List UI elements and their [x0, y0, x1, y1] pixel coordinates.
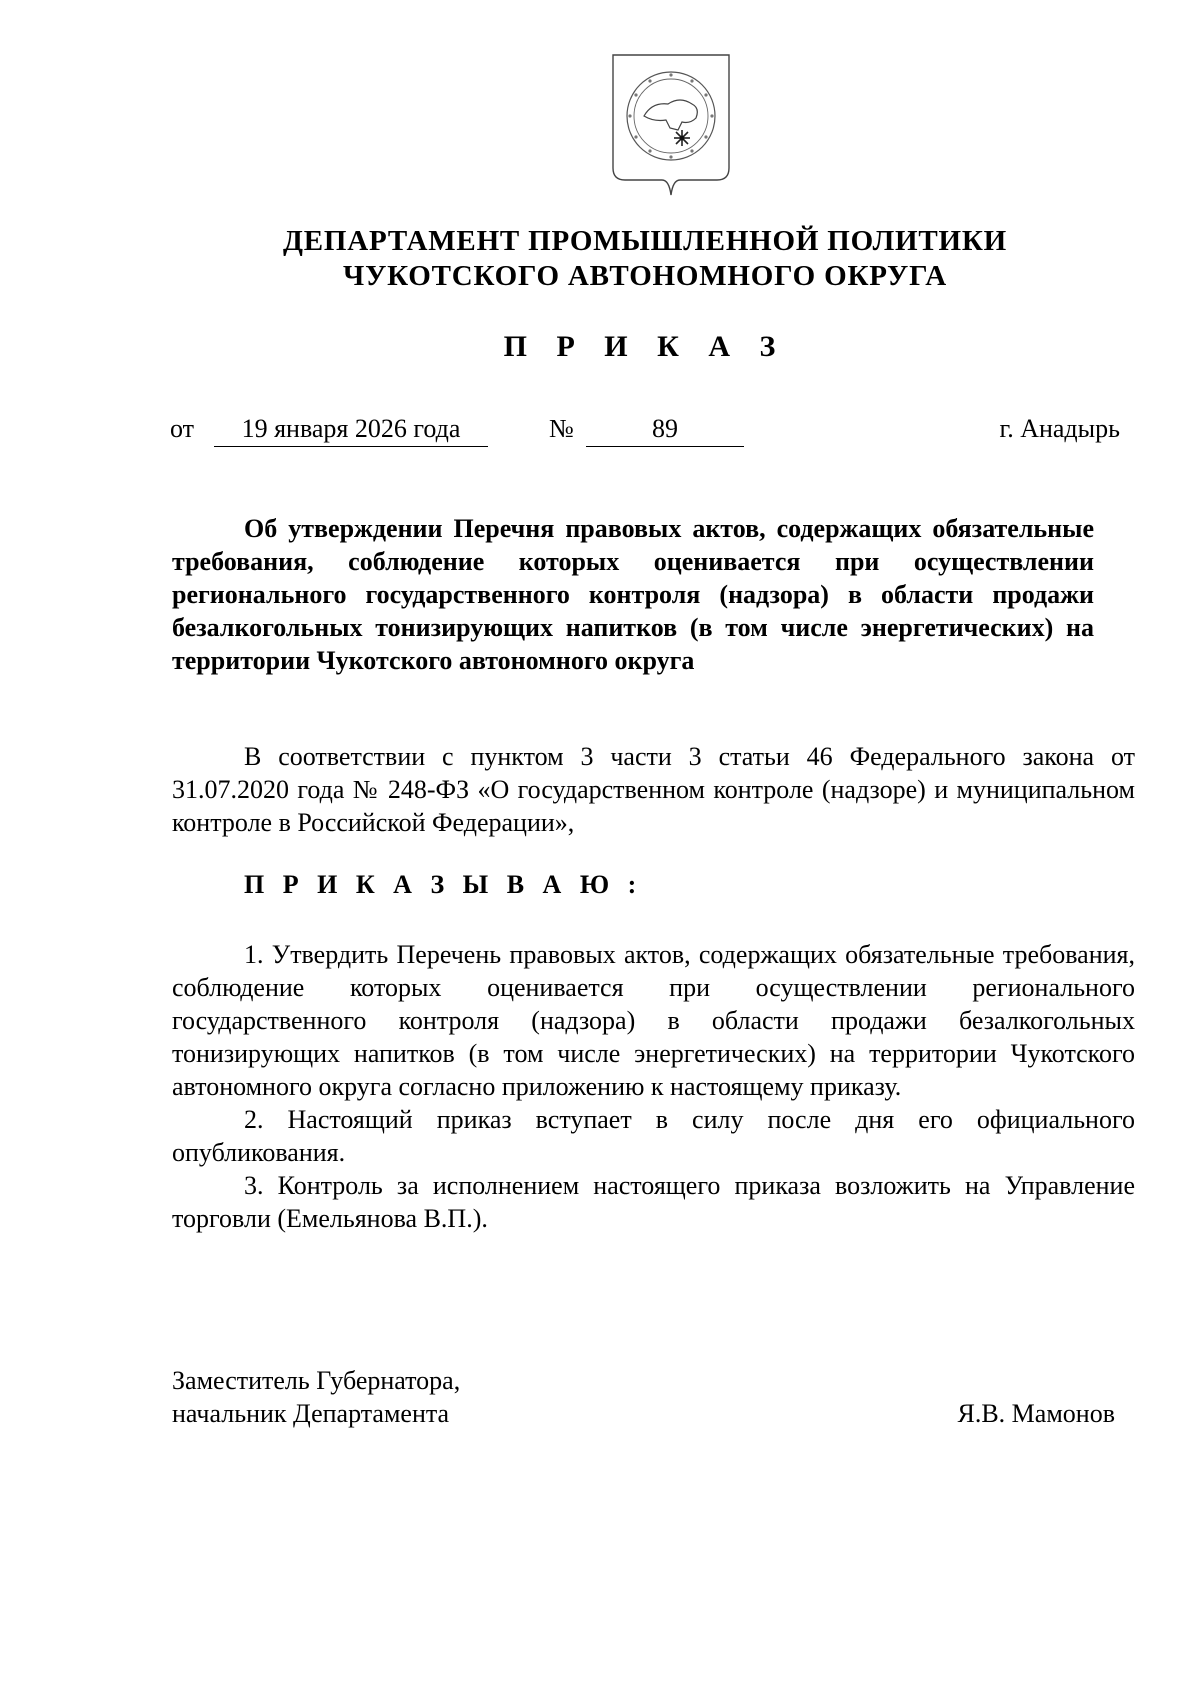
department-name [160, 224, 1130, 294]
signer-position-line1: Заместитель Губернатора, [172, 1366, 461, 1395]
department-name-line1: ДЕПАРТАМЕНТ ПРОМЫШЛЕННОЙ ПОЛИТИКИ [282, 225, 1008, 257]
order-item: 2. Настоящий приказ вступает в силу после дня его официального опубликования. [172, 1105, 1135, 1167]
signer-position-line2: начальник Департамента [172, 1399, 450, 1428]
document-preamble: В соответствии с пунктом 3 части 3 статьи 46 Федерального закона от 31.07.2020 года № 248-ФЗ «О государственном контроле (надзоре) и муниципальном контроле в Российской Федерации», [172, 742, 1135, 837]
document-date: 19 января 2026 года [214, 414, 488, 447]
document-number: 89 [586, 414, 744, 447]
document-city: г. Анадырь [999, 414, 1120, 443]
document-subject: Об утверждении Перечня правовых актов, содержащих обязательные требования, соблюдение которых оценивается при осуществлении регионального государственного контроля (надзора) в области продажи безалкогольных тонизирующих напитков (в том числе энергетических) на территории Чукотского автономного округа [172, 514, 1094, 675]
number-sign: № [549, 414, 574, 443]
signer-name: Я.В. Мамонов [957, 1399, 1115, 1428]
order-directive-word: П Р И К А З Ы В А Ю : [244, 870, 643, 899]
signature-block [172, 1364, 1135, 1430]
date-number-row [0, 414, 1200, 454]
coat-of-arms-icon [608, 50, 734, 204]
order-items [172, 938, 1135, 1235]
document-type-title: П Р И К А З [503, 330, 787, 363]
order-item: 1. Утвердить Перечень правовых актов, содержащих обязательные требования, соблюдение которых оценивается при осуществлении регионального государственного контроля (надзора) в области продажи безалкогольных тонизирующих напитков (в том числе энергетических) на территории Чукотского автономного округа согласно приложению к настоящему приказу. [172, 940, 1135, 1101]
date-prefix: от [170, 414, 195, 443]
order-item: 3. Контроль за исполнением настоящего приказа возложить на Управление торговли (Емельянова В.П.). [172, 1171, 1135, 1233]
department-name-line2: ЧУКОТСКОГО АВТОНОМНОГО ОКРУГА [343, 260, 947, 292]
